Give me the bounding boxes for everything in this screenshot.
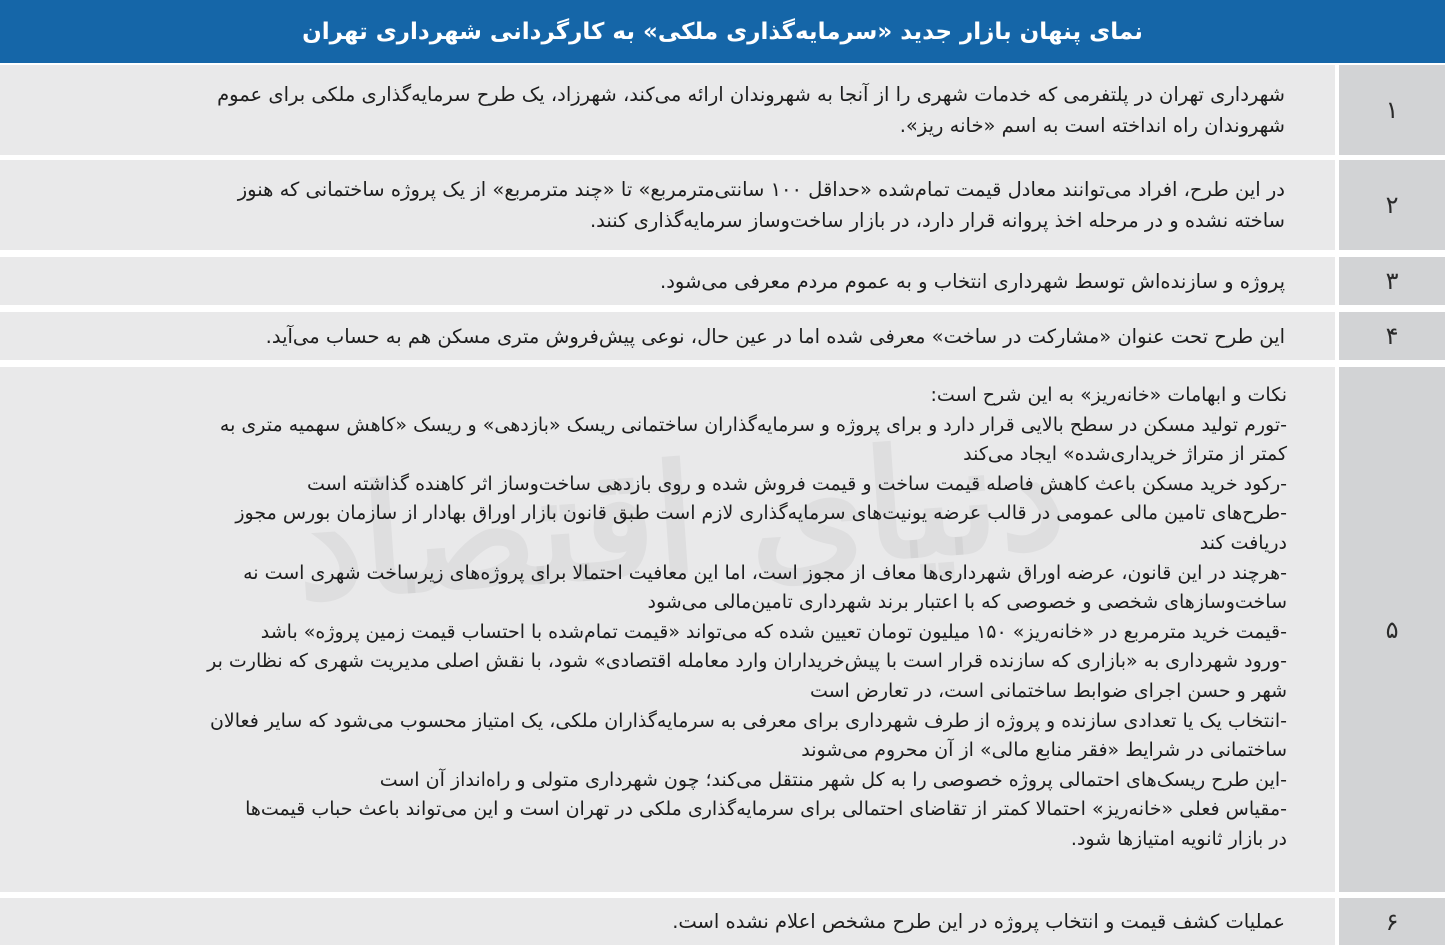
text-line: -ورود شهرداری به «بازاری که سازنده قرار است با پیش‌خریداران وارد معامله اقتصادی» شود، با نقش اصلی مدیریت شهری که نظارت بر [207,650,1287,673]
text-line: شهرداری تهران در پلتفرمی که خدمات شهری را از آنجا به شهروندان ارائه می‌کند، شهرزاد، یک طرح سرمایه‌گذاری ملکی برای عموم [217,83,1285,106]
text-line: در بازار ثانویه امتیازها شود. [1070,827,1287,850]
text-line: -تورم تولید مسکن در سطح بالایی قرار دارد و برای پروژه و سرمایه‌گذاران ساختمانی ریسک «بازدهی» و ریسک «کاهش سهمیه متری به [219,413,1287,436]
text-line: -این طرح ریسک‌های احتمالی پروژه خصوصی را به کل شهر منتقل می‌کند؛ چون شهرداری متولی و راه‌انداز آن است [379,768,1287,791]
table-row [0,160,1445,250]
table-row [0,367,1445,892]
row-number: ۲ [1339,160,1445,250]
row-number: ۶ [1339,898,1445,945]
text-line: عملیات کشف قیمت و انتخاب پروژه در این طرح مشخص اعلام نشده است. [672,910,1285,933]
row-text [0,65,1335,155]
text-line: ساختمانی در شرایط «فقر منابع مالی» از آن محروم می‌شوند [801,739,1287,762]
row-text [0,898,1335,945]
table-title-text: نمای پنهان بازار جدید «سرمایه‌گذاری ملکی» به کارگردانی شهرداری تهران [302,18,1143,45]
table-row [0,65,1445,155]
row-number: ۴ [1339,312,1445,360]
row-number: ۱ [1339,65,1445,155]
text-line: دریافت کند [1199,531,1287,554]
table-row [0,312,1445,360]
text-line: -طرح‌های تامین مالی عمومی در قالب عرضه یونیت‌های سرمایه‌گذاری لازم است طبق قانون بازار اوراق بهادار از سازمان بورس مجوز [235,502,1287,525]
text-line: کمتر از متراژ خریداری‌شده» ایجاد می‌کند [963,443,1287,466]
row-number: ۵ [1339,367,1445,892]
text-line: شهر و حسن اجرای ضوابط ساختمانی است، در تعارض است [809,679,1287,702]
text-line: -قیمت خرید مترمربع در «خانه‌ریز» ۱۵۰ میلیون تومان تعیین شده که می‌تواند «قیمت تمام‌شده با احتساب قیمت زمین پروژه» باشد [260,620,1287,643]
row-number: ۳ [1339,257,1445,305]
text-line: -هرچند در این قانون، عرضه اوراق شهرداری‌ها معاف از مجوز است، اما این معافیت احتمالا برای پروژه‌های زیرساخت شهری است نه [243,561,1287,584]
text-line: ساخته نشده و در مرحله اخذ پروانه قرار دارد، در بازار ساخت‌وساز سرمایه‌گذاری کنند. [589,209,1285,232]
row-text [0,312,1335,360]
row-text [0,160,1335,250]
table-title [0,0,1445,63]
table-row [0,898,1445,945]
text-line: -مقیاس فعلی «خانه‌ریز» احتمالا کمتر از تقاضای احتمالی برای سرمایه‌گذاری ملکی در تهران است و این می‌تواند باعث حباب قیمت‌ها [245,798,1287,821]
text-line: شهروندان راه انداخته است به اسم «خانه ریز». [899,114,1285,137]
text-line: ساخت‌وسازهای شخصی و خصوصی که با اعتبار برند شهرداری تامین‌مالی می‌شود [647,591,1287,614]
table-row [0,257,1445,305]
row-text [0,367,1335,892]
text-line: نکات و ابهامات «خانه‌ریز» به این شرح است: [930,384,1287,406]
text-line: این طرح تحت عنوان «مشارکت در ساخت» معرفی شده اما در عین حال، نوعی پیش‌فروش متری مسکن هم به حساب می‌آید. [265,324,1285,348]
text-line: -انتخاب یک یا تعدادی سازنده و پروژه از طرف شهرداری برای معرفی به سرمایه‌گذاران ملکی، یک امتیاز محسوب می‌شود که سایر فعالان [209,709,1287,732]
text-line: پروژه و سازنده‌اش توسط شهرداری انتخاب و به عموم مردم معرفی می‌شود. [660,269,1285,293]
row-text [0,257,1335,305]
text-line: -رکود خرید مسکن باعث کاهش فاصله قیمت ساخت و قیمت فروش شده و روی بازدهی ساخت‌وساز اثر کاهنده گذاشته است [307,472,1287,495]
text-line: در این طرح، افراد می‌توانند معادل قیمت تمام‌شده «حداقل ۱۰۰ سانتی‌مترمربع» تا «چند مترمربع» از یک پروژه ساختمانی که هنوز [237,178,1285,201]
